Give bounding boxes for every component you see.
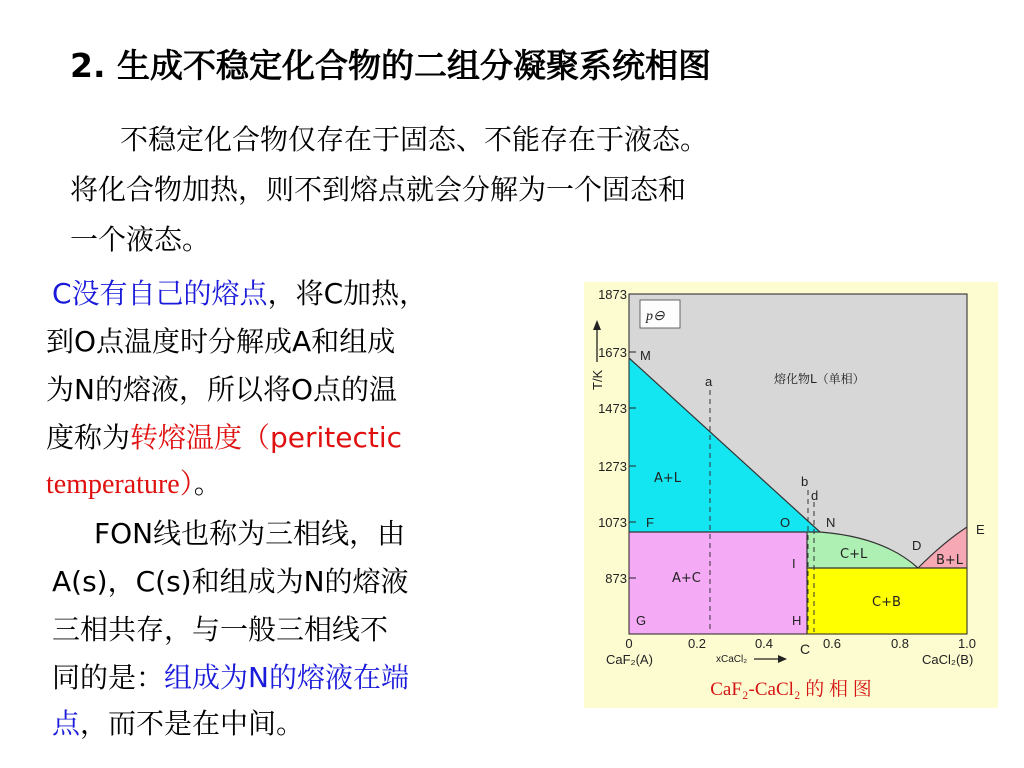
para1-line-1 (52, 272, 427, 312)
y-tick-label: 1473 (598, 401, 627, 416)
x-mid-label-c: C (800, 641, 811, 657)
region-label-melt: 熔化物L（单相） (774, 372, 865, 386)
vertical-label-a: a (705, 374, 713, 389)
region-label-c-plus-l: C+L (840, 547, 868, 562)
region-label-a-plus-c: A+C (672, 571, 701, 586)
para1-line-4 (46, 416, 402, 456)
point-label-n: N (826, 515, 836, 530)
x-tick-label: 0.8 (890, 636, 910, 651)
x-tick-label: 1.0 (957, 636, 977, 651)
peritectic-term: 转熔温度（peritectic (130, 421, 403, 454)
peritectic-term-end: temperature） (46, 469, 194, 500)
intro-line-3: 一个液态。 (70, 223, 211, 256)
region-label-b-plus-l: B+L (936, 553, 964, 568)
x-axis-label: xCaCl₂ (716, 654, 748, 665)
para2-line-5 (52, 702, 304, 742)
point-label-d: D (912, 538, 922, 553)
x-left-end-label: CaF₂(A) (606, 652, 653, 667)
y-tick-label: 873 (605, 571, 627, 586)
para1-line-3: 为N的熔液，所以将O点的温 (46, 373, 397, 406)
y-axis-arrow-icon (593, 320, 601, 330)
vertical-label-b: b (801, 474, 809, 489)
point-label-g: G (636, 613, 647, 628)
point-label-o: O (780, 515, 791, 530)
y-axis-label: T/K (590, 369, 605, 390)
para1-line-2: 到O点温度时分解成A和组成 (46, 325, 396, 358)
point-label-f: F (646, 515, 654, 530)
para2-line-1: FON线也称为三相线，由 (94, 517, 406, 550)
x-tick-label: 0.4 (754, 636, 774, 651)
para2-line-2: A(s)，C(s)和组成为N的熔液 (52, 565, 409, 598)
y-tick-label: 1673 (598, 345, 627, 360)
para1-line-5 (46, 462, 222, 502)
point-label-e: E (976, 522, 985, 537)
para2-line-5-post: ，而不是在中间。 (80, 707, 305, 740)
y-tick-label: 1273 (598, 459, 627, 474)
endpoint-highlight-end: 点 (52, 707, 81, 740)
x-tick-label: 0 (625, 636, 633, 651)
intro-line-1: 不稳定化合物仅存在于固态、不能存在于液态。 (120, 123, 709, 156)
pressure-label: p⊖ (646, 309, 665, 324)
region-label-a-plus-l: A+L (654, 471, 682, 486)
a-plus-c-region (629, 532, 807, 634)
endpoint-highlight: 组成为N的熔液在端 (164, 661, 409, 694)
page-title: 2. 生成不稳定化合物的二组分凝聚系统相图 (70, 46, 711, 85)
region-label-c-plus-b: C+B (872, 595, 901, 610)
y-tick-label: 1873 (598, 287, 627, 302)
point-label-h: H (792, 613, 802, 628)
vertical-label-d: d (811, 488, 819, 503)
para1-line-4-pre: 度称为 (46, 421, 131, 454)
phase-diagram-svg (584, 282, 998, 708)
para1-line-1-rest: ，将C加热， (267, 277, 428, 310)
x-right-end-label: CaCl₂(B) (922, 652, 974, 667)
point-label-m: M (640, 348, 651, 363)
point-label-i: I (792, 556, 796, 571)
intro-line-2: 将化合物加热，则不到熔点就会分解为一个固态和 (70, 173, 687, 206)
para2-line-4-pre: 同的是： (52, 661, 165, 694)
x-axis-arrow-icon (778, 655, 787, 663)
phase-diagram-figure (584, 282, 998, 708)
para2-line-4 (52, 656, 409, 696)
x-tick-label: 0.6 (822, 636, 842, 651)
x-tick-label: 0.2 (687, 636, 707, 651)
para2-line-3: 三相共存，与一般三相线不 (52, 613, 389, 646)
peritectic-highlight: C没有自己的熔点 (52, 277, 268, 310)
y-tick-labels (598, 287, 627, 586)
y-tick-label: 1073 (598, 515, 627, 530)
figure-caption: CaF₂-CaCl₂ 的 相 图 (710, 679, 872, 700)
para1-line-5-post: 。 (193, 467, 222, 500)
